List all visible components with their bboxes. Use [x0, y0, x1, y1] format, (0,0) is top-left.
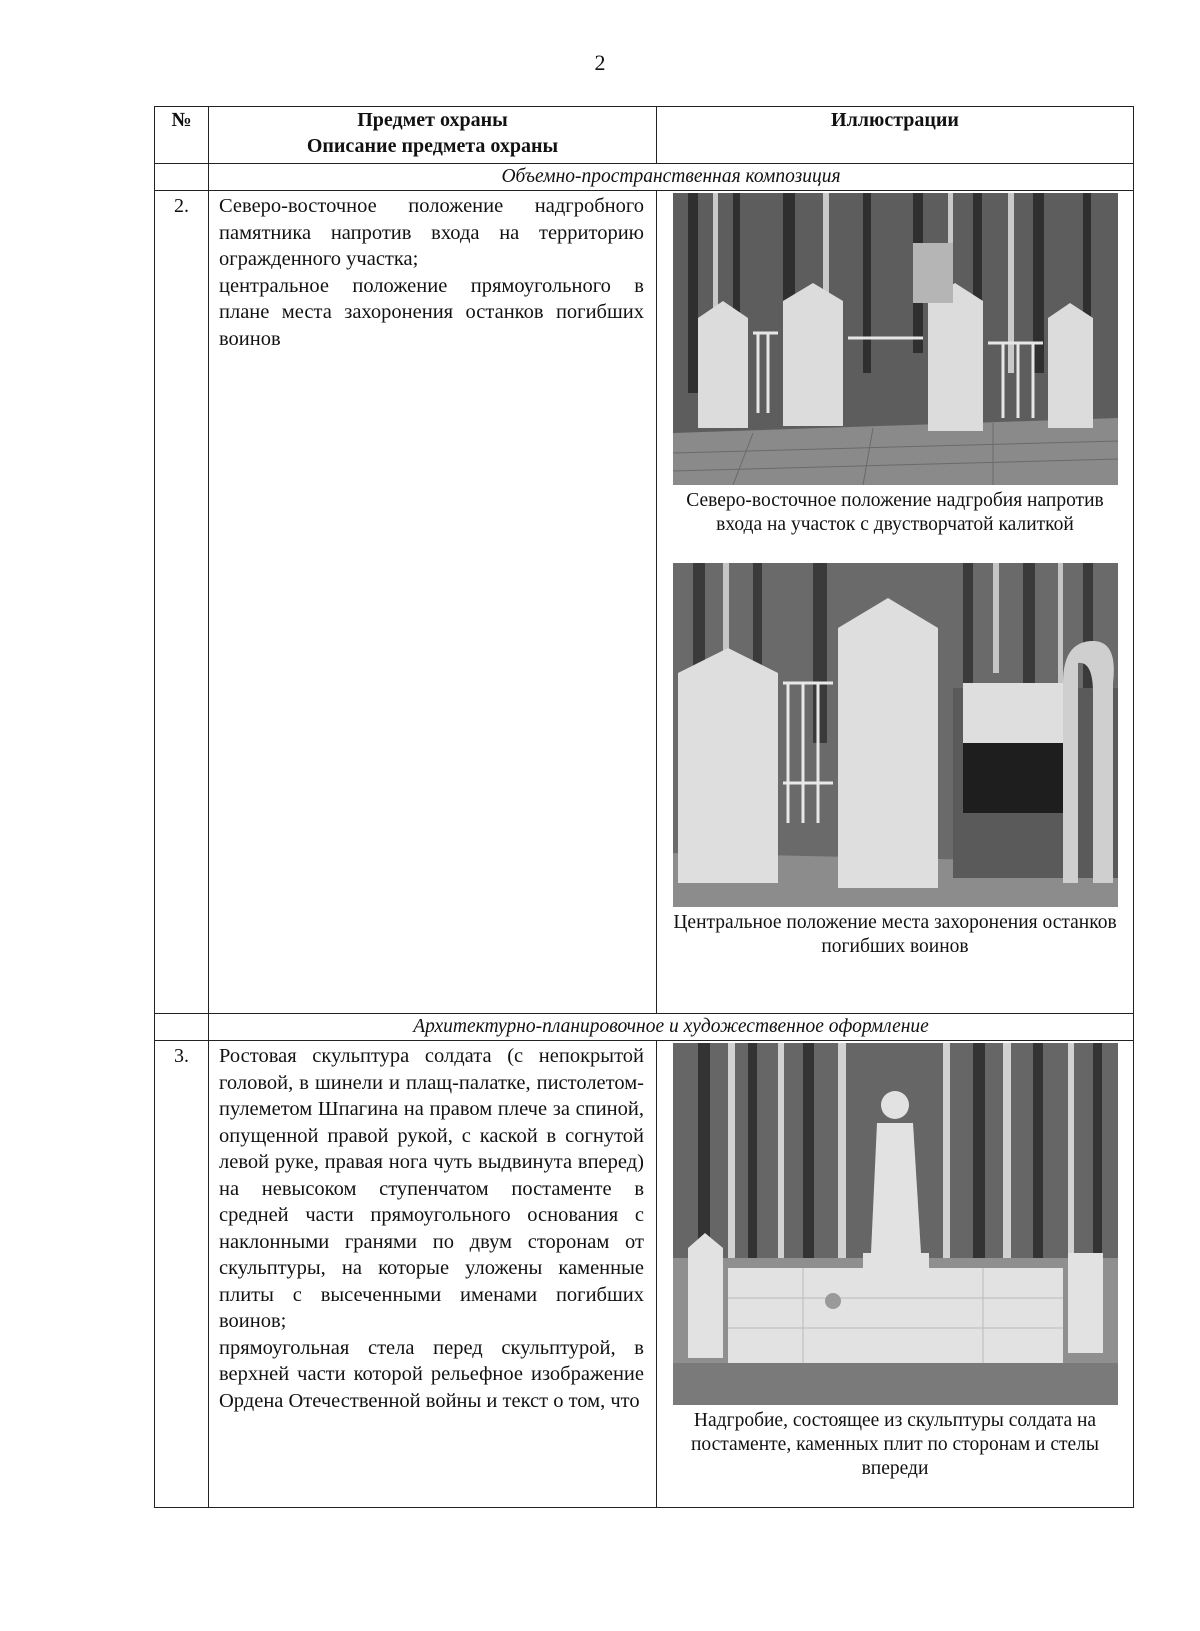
photo-caption: Надгробие, состоящее из скульптуры солдата на постаменте, каменных плит по сторонам и стелы впереди [690, 1410, 1100, 1479]
section-number-cell [155, 1014, 209, 1041]
row-description [209, 1041, 657, 1508]
header-subject-line2: Описание предмета охраны [306, 135, 559, 157]
photo-gravestone-sculpture [673, 1043, 1118, 1405]
row-illustrations [657, 1041, 1134, 1508]
photo-caption: Центральное положение места захоронения останков погибших воинов [673, 912, 1117, 957]
section-number-cell [155, 164, 209, 191]
page-number: 2 [594, 50, 606, 75]
header-number: № [155, 107, 209, 164]
section-row [155, 164, 1134, 191]
section-title: Объемно-пространственная композиция [209, 164, 1134, 191]
header-subject-line1: Предмет охраны [357, 109, 508, 131]
table-header-row [155, 107, 1134, 164]
description-paragraph: Северо-восточное положение надгробного памятника напротив входа на территорию огражденного участка; [219, 195, 644, 270]
description-paragraph: прямоугольная стела перед скульптурой, в верхней части которой рельефное изображение Ордена Отечественной войны и текст о том, что [219, 1336, 644, 1412]
header-subject [209, 107, 657, 164]
table-row [155, 191, 1134, 1014]
description-paragraph: центральное положение прямоугольного в плане места захоронения останков погибших воинов [219, 274, 644, 350]
row-illustrations [657, 191, 1134, 1014]
row-number: 2. [155, 191, 209, 1014]
photo-burial-site [673, 563, 1118, 907]
row-number: 3. [155, 1041, 209, 1508]
section-title: Архитектурно-планировочное и художественное оформление [209, 1014, 1134, 1041]
photo-caption: Северо-восточное положение надгробия напротив входа на участок с двустворчатой калиткой [686, 490, 1104, 535]
table-row [155, 1041, 1134, 1508]
description-paragraph: Ростовая скульптура солдата (с непокрытой головой, в шинели и плащ-палатке, пистолетом-пулеметом Шпагина на правом плече за спиной, опущенной правой рукой, с каской в согнутой левой руке, правая нога чуть выдвинута вперед) на невысоком ступенчатом постаменте в средней части прямоугольного основания с наклонными гранями по двум сторонам от скульптуры, на которые уложены каменные плиты с высеченными именами погибших воинов; [219, 1045, 644, 1332]
photo-fence-gate [673, 193, 1118, 485]
row-description [209, 191, 657, 1014]
protection-subject-table [154, 106, 1134, 1508]
header-illustrations: Иллюстрации [657, 107, 1134, 164]
section-row [155, 1014, 1134, 1041]
